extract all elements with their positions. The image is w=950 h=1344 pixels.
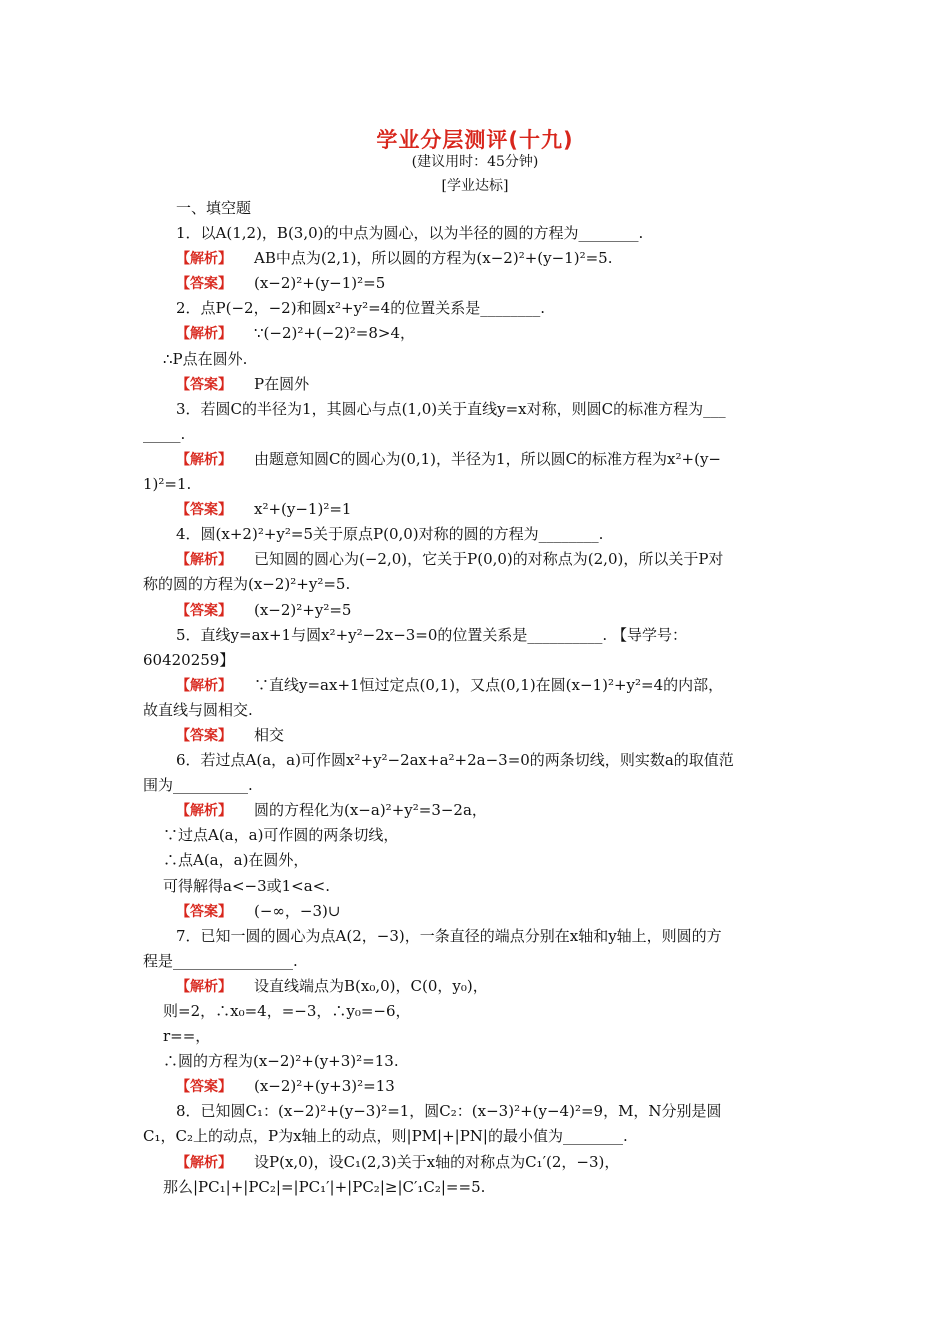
analysis-5-cont: 故直线与圆相交. [143,700,253,719]
analysis-tag: 【解析】 [176,251,232,268]
question-6: 6．若过点A(a，a)可作圆x²+y²−2ax+a²+2a−3=0的两条切线，则实数a的取值范 [176,751,734,770]
analysis-7: 【解析】 设直线端点为B(x₀,0)，C(0，y₀)， [176,976,488,995]
analysis-6: 【解析】 圆的方程化为(x−a)²+y²=3−2a， [176,801,487,820]
answer-3: 【答案】 x²+(y−1)²=1 [176,500,352,519]
answer-2: 【答案】 P在圆外 [176,374,310,393]
analysis-tag: 【解析】 [176,552,232,569]
answer-tag: 【答案】 [176,1079,232,1096]
analysis-6-cont: ∵过点A(a，a)可作圆的两条切线， [163,826,399,845]
analysis-2-cont: ∴P点在圆外. [163,349,248,368]
analysis-1: 【解析】 AB中点为(2,1)，所以圆的方程为(x−2)²+(y−1)²=5. [176,249,613,268]
question-3-cont: _____. [143,424,186,443]
analysis-8: 【解析】 设P(x,0)，设C₁(2,3)关于x轴的对称点为C₁′(2，−3)， [176,1152,620,1171]
question-8-cont: C₁，C₂上的动点，P为x轴上的动点，则|PM|+|PN|的最小值为________. [143,1127,628,1146]
analysis-7-cont: 则=2，∴x₀=4，=−3，∴y₀=−6， [163,1002,411,1020]
question-8: 8．已知圆C₁：(x−2)²+(y−3)²=1，圆C₂：(x−3)²+(y−4)²=9，M，N分别是圆 [176,1102,722,1121]
answer-6: 【答案】 (−∞，−3)∪ [176,901,341,920]
analysis-tag: 【解析】 [176,1154,232,1171]
question-7: 7．已知一圆的圆心为点A(2，−3)，一条直径的端点分别在x轴和y轴上，则圆的方 [176,926,722,945]
analysis-tag: 【解析】 [176,326,232,343]
analysis-4-cont: 称的圆的方程为(x−2)²+y²=5. [143,575,351,594]
question-5: 5．直线y=ax+1与圆x²+y²−2x−3=0的位置关系是__________. 【导学号： [176,625,687,644]
answer-5: 【答案】 相交 [176,725,285,744]
analysis-7-cont: ∴圆的方程为(x−2)²+(y+3)²=13. [163,1052,399,1071]
analysis-3-cont: 1)²=1. [143,475,192,494]
answer-tag: 【答案】 [176,602,232,619]
page-subtitle: (建议用时：45分钟) [411,154,539,170]
question-5-cont: 60420259】 [143,650,235,669]
part-heading: 一、填空题 [176,199,252,217]
analysis-tag: 【解析】 [176,803,232,820]
analysis-6-cont: ∴点A(a，a)在圆外， [163,851,309,870]
question-3: 3．若圆C的半径为1，其圆心与点(1,0)关于直线y=x对称，则圆C的标准方程为___ [176,399,726,418]
question-2: 2．点P(−2，−2)和圆x²+y²=4的位置关系是________. [176,299,545,318]
answer-4: 【答案】 (x−2)²+y²=5 [176,600,352,619]
answer-7: 【答案】 (x−2)²+(y+3)²=13 [176,1077,395,1096]
answer-tag: 【答案】 [176,276,232,293]
question-4: 4．圆(x+2)²+y²=5关于原点P(0,0)对称的圆的方程为________. [176,525,604,544]
answer-tag: 【答案】 [176,903,232,920]
question-7-cont: 程是________________. [143,951,298,970]
section-heading: [学业达标] [441,178,509,194]
answer-tag: 【答案】 [176,727,232,744]
analysis-7-cont: r==， [163,1027,211,1046]
analysis-2: 【解析】 ∵(−2)²+(−2)²=8>4， [176,324,415,343]
analysis-8-cont: 那么|PC₁|+|PC₂|=|PC₁′|+|PC₂|≥|C′₁C₂|==5. [163,1177,486,1196]
page-title: 学业分层测评(十九) [376,128,574,152]
question-1: 1．以A(1,2)，B(3,0)的中点为圆心，以为半径的圆的方程为________. [176,224,644,243]
analysis-6-cont: 可得解得a<−3或1<a<. [163,876,331,895]
analysis-3: 【解析】 由题意知圆C的圆心为(0,1)，半径为1，所以圆C的标准方程为x²+(y− [176,449,721,468]
content [143,196,813,1200]
answer-1: 【答案】 (x−2)²+(y−1)²=5 [176,274,386,293]
analysis-4: 【解析】 已知圆的圆心为(−2,0)，它关于P(0,0)的对称点为(2,0)，所以关于P对 [176,550,724,569]
question-6-cont: 围为__________. [143,776,253,795]
answer-tag: 【答案】 [176,376,232,393]
answer-tag: 【答案】 [176,502,232,519]
analysis-tag: 【解析】 [176,451,232,468]
analysis-tag: 【解析】 [176,978,232,995]
analysis-tag: 【解析】 [176,677,232,694]
analysis-5: 【解析】 ∵直线y=ax+1恒过定点(0,1)，又点(0,1)在圆(x−1)²+y²=4的内部， [176,675,724,694]
